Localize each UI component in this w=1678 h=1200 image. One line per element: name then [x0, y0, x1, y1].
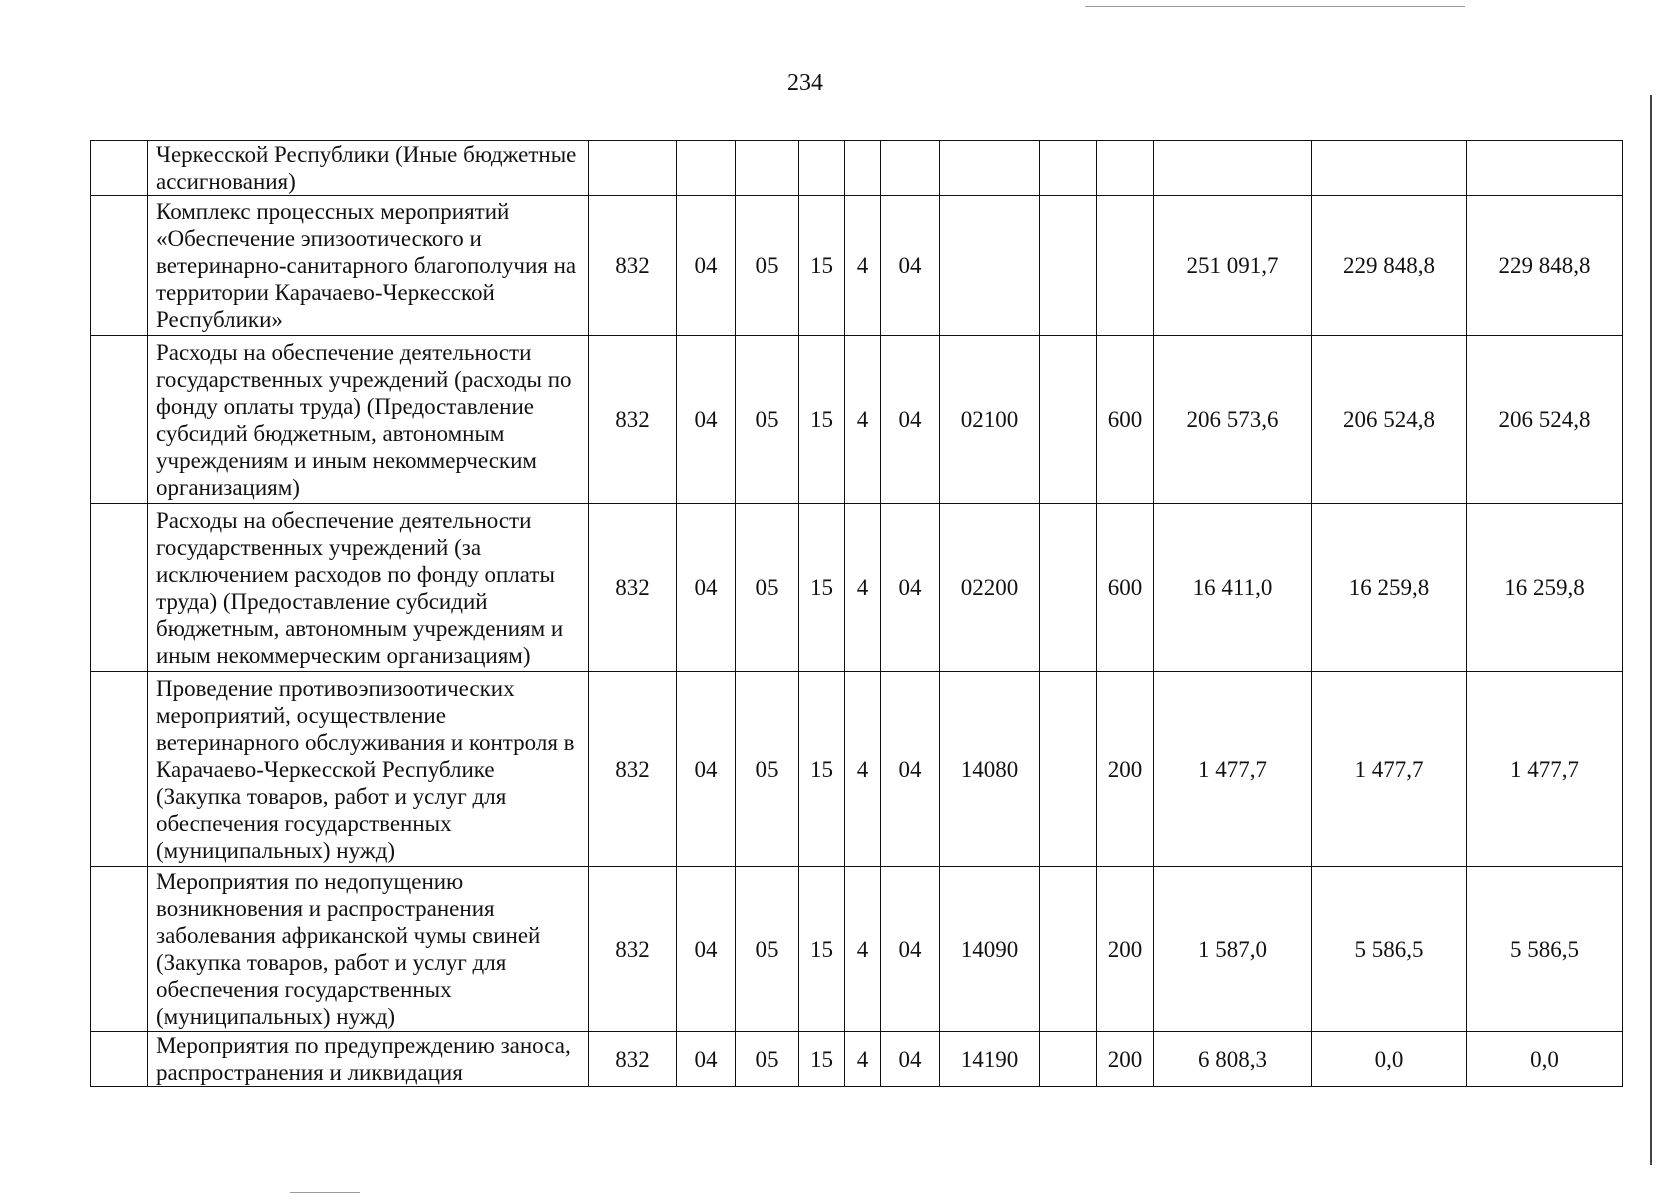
- item-name-cell: Расходы на обеспечение деятельности государственных учреждений (расходы по фонду оплаты труда) (Предоставление субсидий бюджетным, автономным учреждениям и иным некоммерческим организациям): [148, 336, 589, 504]
- code-cell: 15: [799, 672, 845, 867]
- amount-cell: 16 411,0: [1154, 504, 1312, 672]
- code-cell: [1040, 1032, 1097, 1087]
- code-cell: 200: [1097, 1032, 1154, 1087]
- item-name-cell: Расходы на обеспечение деятельности государственных учреждений (за исключением расходов по фонду оплаты труда) (Предоставление субсидий бюджетным, автономным учреждениям и иным некоммерческим организациям): [148, 504, 589, 672]
- amount-cell: 0,0: [1467, 1032, 1623, 1087]
- amount-cell: 5 586,5: [1467, 867, 1623, 1032]
- item-name-cell: Черкесской Республики (Иные бюджетные ассигнования): [148, 141, 589, 196]
- row-number-cell: [91, 1032, 148, 1087]
- table-row: [91, 867, 1623, 1032]
- amount-cell: 16 259,8: [1312, 504, 1467, 672]
- code-cell: 4: [845, 196, 881, 336]
- code-cell: 04: [881, 867, 940, 1032]
- code-cell: 600: [1097, 336, 1154, 504]
- code-cell: [1040, 672, 1097, 867]
- code-cell: [881, 141, 940, 196]
- code-cell: 4: [845, 504, 881, 672]
- row-number-cell: [91, 196, 148, 336]
- budget-table: [90, 140, 1623, 1087]
- code-cell: [940, 141, 1040, 196]
- amount-cell: 6 808,3: [1154, 1032, 1312, 1087]
- code-cell: [940, 196, 1040, 336]
- code-cell: 600: [1097, 504, 1154, 672]
- code-cell: 15: [799, 196, 845, 336]
- code-cell: 15: [799, 867, 845, 1032]
- code-cell: 04: [881, 1032, 940, 1087]
- code-cell: 04: [881, 196, 940, 336]
- amount-cell: 1 477,7: [1467, 672, 1623, 867]
- code-cell: 05: [736, 672, 799, 867]
- code-cell: 04: [677, 1032, 736, 1087]
- code-cell: 14080: [940, 672, 1040, 867]
- table-row: [91, 504, 1623, 672]
- code-cell: 832: [589, 336, 677, 504]
- item-name-cell: Проведение противоэпизоотических мероприятий, осуществление ветеринарного обслуживания и контроля в Карачаево-Черкесской Республике (Закупка товаров, работ и услуг для обеспечения государственных (муниципальных) нужд): [148, 672, 589, 867]
- page-number: 234: [787, 70, 823, 96]
- code-cell: 05: [736, 1032, 799, 1087]
- amount-cell: 251 091,7: [1154, 196, 1312, 336]
- scan-artifact-right-edge: [1650, 95, 1652, 1165]
- row-number-cell: [91, 867, 148, 1032]
- amount-cell: [1467, 141, 1623, 196]
- code-cell: 05: [736, 336, 799, 504]
- code-cell: [1097, 196, 1154, 336]
- code-cell: 04: [677, 336, 736, 504]
- table-row: [91, 336, 1623, 504]
- code-cell: [1040, 504, 1097, 672]
- amount-cell: [1154, 141, 1312, 196]
- code-cell: 04: [677, 504, 736, 672]
- code-cell: 832: [589, 672, 677, 867]
- code-cell: 04: [677, 867, 736, 1032]
- table-row: [91, 196, 1623, 336]
- code-cell: [677, 141, 736, 196]
- code-cell: 04: [881, 504, 940, 672]
- code-cell: [1040, 196, 1097, 336]
- item-name-cell: Мероприятия по недопущению возникновения и распространения заболевания африканской чумы свиней (Закупка товаров, работ и услуг для обеспечения государственных (муниципальных) нужд): [148, 867, 589, 1032]
- code-cell: 04: [881, 672, 940, 867]
- amount-cell: 229 848,8: [1312, 196, 1467, 336]
- scan-artifact-bottom: [290, 1192, 360, 1193]
- code-cell: 200: [1097, 867, 1154, 1032]
- code-cell: [1040, 867, 1097, 1032]
- amount-cell: 1 587,0: [1154, 867, 1312, 1032]
- amount-cell: 206 573,6: [1154, 336, 1312, 504]
- code-cell: 832: [589, 867, 677, 1032]
- item-name-cell: Комплекс процессных мероприятий «Обеспечение эпизоотического и ветеринарно-санитарного благополучия на территории Карачаево-Черкесской Республики»: [148, 196, 589, 336]
- code-cell: 15: [799, 1032, 845, 1087]
- code-cell: 4: [845, 1032, 881, 1087]
- code-cell: 05: [736, 196, 799, 336]
- amount-cell: 1 477,7: [1312, 672, 1467, 867]
- code-cell: 15: [799, 336, 845, 504]
- code-cell: 4: [845, 867, 881, 1032]
- code-cell: 04: [881, 336, 940, 504]
- code-cell: 4: [845, 672, 881, 867]
- code-cell: [845, 141, 881, 196]
- table-row: [91, 672, 1623, 867]
- code-cell: 04: [677, 672, 736, 867]
- row-number-cell: [91, 336, 148, 504]
- table-row: [91, 1032, 1623, 1087]
- amount-cell: 0,0: [1312, 1032, 1467, 1087]
- amount-cell: 16 259,8: [1467, 504, 1623, 672]
- code-cell: [1040, 141, 1097, 196]
- code-cell: 05: [736, 504, 799, 672]
- code-cell: [589, 141, 677, 196]
- amount-cell: 1 477,7: [1154, 672, 1312, 867]
- amount-cell: 206 524,8: [1312, 336, 1467, 504]
- code-cell: 832: [589, 196, 677, 336]
- table-row: [91, 141, 1623, 196]
- amount-cell: 229 848,8: [1467, 196, 1623, 336]
- code-cell: 14090: [940, 867, 1040, 1032]
- code-cell: [736, 141, 799, 196]
- code-cell: 200: [1097, 672, 1154, 867]
- code-cell: 832: [589, 1032, 677, 1087]
- code-cell: 832: [589, 504, 677, 672]
- item-name-cell: Мероприятия по предупреждению заноса, распространения и ликвидация: [148, 1032, 589, 1087]
- code-cell: 14190: [940, 1032, 1040, 1087]
- code-cell: [1097, 141, 1154, 196]
- code-cell: 4: [845, 336, 881, 504]
- amount-cell: [1312, 141, 1467, 196]
- row-number-cell: [91, 141, 148, 196]
- code-cell: 15: [799, 504, 845, 672]
- scan-artifact-top: [1085, 6, 1465, 7]
- code-cell: 05: [736, 867, 799, 1032]
- code-cell: [799, 141, 845, 196]
- amount-cell: 206 524,8: [1467, 336, 1623, 504]
- code-cell: 02200: [940, 504, 1040, 672]
- code-cell: 02100: [940, 336, 1040, 504]
- row-number-cell: [91, 672, 148, 867]
- row-number-cell: [91, 504, 148, 672]
- table-body: [91, 141, 1623, 1087]
- code-cell: [1040, 336, 1097, 504]
- code-cell: 04: [677, 196, 736, 336]
- amount-cell: 5 586,5: [1312, 867, 1467, 1032]
